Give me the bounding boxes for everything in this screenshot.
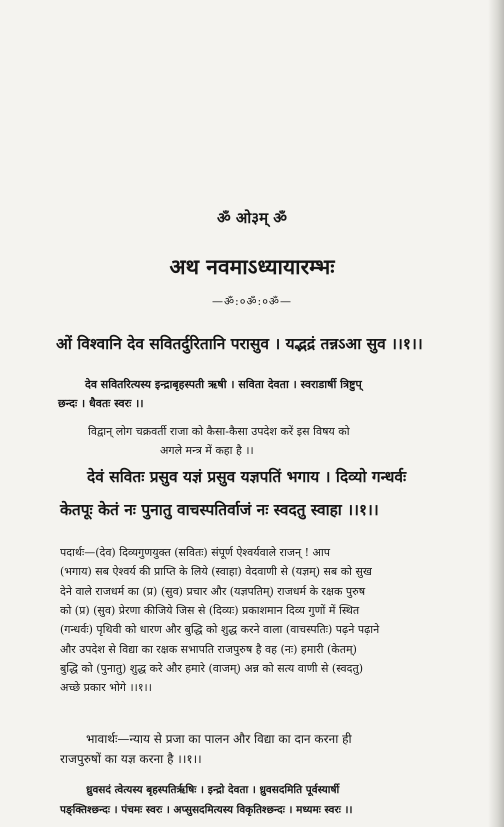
book-spine-shadow — [488, 0, 504, 827]
opening-mantra: ओं विश्वानि देव सवितर्दुरितानि परासुव । यद्भद्रं तन्नऽआ सुव ।।१।। — [56, 334, 423, 353]
padartha-line: पदार्थः—(देव) दिव्यगुणयुक्त (सवितः) संपूर्ण ऐश्वर्यवाले राजन् ! आप — [60, 546, 331, 559]
padartha-line: अच्छे प्रकार भोगे ।।१।। — [60, 681, 152, 694]
om-heading: ॐ ओ३म् ॐ — [217, 209, 287, 227]
next-mantra-meta: ध्रुवसदं त्वेत्यस्य बृहस्पतिर्ऋषिः । इन्द्रो देवता । ध्रुवसदमिति पूर्वस्यार्षी — [86, 784, 340, 796]
padartha-line: और उपदेश से विद्या का रक्षक सभापति राजपुरुष है वह (नः) हमारी (केतम्) — [60, 643, 357, 656]
padartha-line: (गन्धर्वः) पृथिवी को धारण और बुद्धि को शुद्ध करने वाला (वाचस्पतिः) पढ़ने पढ़ाने — [60, 623, 380, 636]
next-mantra-meta: पङ्क्तिश्छन्दः । पंचमः स्वरः । अप्सुसदमित्यस्य विकृतिश्छन्दः । मध्यमः स्वरः ।। — [60, 804, 353, 816]
bhavartha-line: भावार्थः—न्याय से प्रजा का पालन और विद्या का दान करना ही — [86, 732, 352, 746]
padartha-line: देने वाले राजधर्म का (प्र) (सुव) प्रचार और (यज्ञपतिम्) राजधर्म के रक्षक पुरुष — [60, 585, 366, 598]
intro-line: विद्वान् लोग चक्रवर्ती राजा को कैसा-कैसा उपदेश करें इस विषय को — [88, 425, 350, 438]
chapter-title: अथ नवमाऽध्यायारम्भः — [169, 254, 335, 279]
padartha-line: बुद्धि को (पुनातु) शुद्ध करे और हमारे (वाजम्) अन्न को सत्य वाणी से (स्वदतु) — [60, 662, 364, 675]
verse-line: केतपूः केतं नः पुनातु वाचस्पतिर्वाजं नः स्वदतु स्वाहा ।।१।। — [60, 500, 379, 519]
bhavartha-line: राजपुरुषों का यज्ञ करना है ।।१।। — [60, 752, 202, 766]
intro-line: अगले मन्त्र में कहा है ।। — [160, 444, 254, 457]
padartha-line: को (प्र) (सुव) प्रेरणा कीजिये जिस से (दिव्यः) प्रकाशमान दिव्य गुणों में स्थित — [60, 604, 360, 617]
ornament-divider: —ॐ:०ॐ:०ॐ— — [212, 295, 292, 308]
padartha-line: (भगाय) सब ऐश्वर्य की प्राप्ति के लिये (स्वाहा) वेदवाणी से (यज्ञम्) सब को सुख — [60, 565, 372, 578]
mantra-meta-line: छन्दः । धैवतः स्वरः ।। — [58, 397, 144, 410]
verse-line: देवं सवितः प्रसुव यज्ञं प्रसुव यज्ञपतिं भगाय । दिव्यो गन्धर्वः — [87, 467, 407, 486]
mantra-meta-line: देव सवितरित्यस्य इन्द्राबृहस्पती ऋषी । सविता देवता । स्वराडार्षी त्रिष्टुप् — [85, 378, 362, 391]
